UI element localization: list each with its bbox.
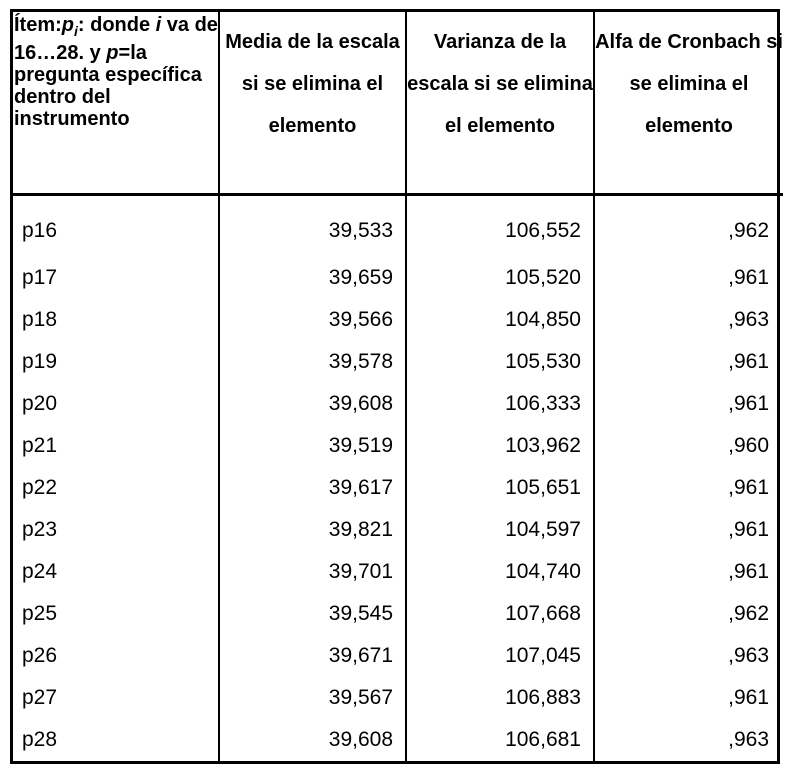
header-item-symbol-i: i	[155, 14, 162, 36]
item-cell: p18	[13, 299, 219, 341]
media-cell: 39,659	[219, 257, 406, 299]
header-item-text-1: Ítem:	[14, 14, 62, 36]
header-media-column: Media de la escala si se elimina el elemento	[219, 12, 406, 195]
alfa-cell: ,960	[728, 434, 769, 457]
varianza-cell: 105,520	[406, 257, 594, 299]
item-cell: p24	[13, 551, 219, 593]
header-item-text-4: =la pregunta específica dentro del instrumento	[14, 42, 202, 130]
varianza-cell: 107,045	[406, 635, 594, 677]
alfa-cell: ,961	[728, 392, 769, 415]
media-cell: 39,578	[219, 341, 406, 383]
header-item-text-3: va de 16…28. y	[14, 14, 218, 64]
alfa-cell: ,961	[728, 266, 769, 289]
table-row	[13, 195, 783, 258]
item-cell: p25	[13, 593, 219, 635]
alfa-cell: ,961	[728, 560, 769, 583]
varianza-cell: 106,883	[406, 677, 594, 719]
media-cell: 39,545	[219, 593, 406, 635]
media-cell: 39,608	[219, 719, 406, 761]
header-item-symbol-i-sub: i	[74, 23, 78, 39]
table-row	[13, 593, 783, 635]
table-row	[13, 383, 783, 425]
varianza-cell: 106,333	[406, 383, 594, 425]
alfa-cell: ,963	[728, 644, 769, 667]
item-cell: p27	[13, 677, 219, 719]
alfa-cell: ,961	[728, 476, 769, 499]
alfa-cell: ,961	[728, 686, 769, 709]
table-row	[13, 257, 783, 299]
alfa-cell: ,963	[728, 728, 769, 751]
item-cell: p17	[13, 257, 219, 299]
table-row	[13, 425, 783, 467]
header-item-symbol-p: p	[61, 14, 75, 36]
header-item-symbol-p2: p	[106, 42, 119, 64]
varianza-cell: 104,850	[406, 299, 594, 341]
header-item-text-2: : donde	[77, 14, 156, 36]
table-row	[13, 299, 783, 341]
item-cell: p22	[13, 467, 219, 509]
item-cell: p21	[13, 425, 219, 467]
table-row	[13, 635, 783, 677]
header-item-column	[13, 12, 219, 195]
media-cell: 39,821	[219, 509, 406, 551]
header-varianza-column: Varianza de la escala si se elimina el elemento	[406, 12, 594, 195]
alfa-cell: ,961	[728, 350, 769, 373]
table-row	[13, 341, 783, 383]
table-body	[13, 195, 783, 762]
media-cell: 39,566	[219, 299, 406, 341]
varianza-cell: 103,962	[406, 425, 594, 467]
media-cell: 39,608	[219, 383, 406, 425]
statistics-table-frame	[10, 9, 783, 764]
item-cell: p20	[13, 383, 219, 425]
varianza-cell: 104,740	[406, 551, 594, 593]
alfa-cell: ,963	[728, 308, 769, 331]
media-cell: 39,519	[219, 425, 406, 467]
media-cell: 39,617	[219, 467, 406, 509]
header-alfa-column: Alfa de Cronbach si se elimina el elemento	[594, 12, 783, 195]
item-cell: p23	[13, 509, 219, 551]
item-cell: p19	[13, 341, 219, 383]
alfa-cell: ,962	[728, 602, 769, 625]
varianza-cell: 106,552	[406, 195, 594, 258]
table-row	[13, 677, 783, 719]
item-total-statistics-table	[13, 12, 783, 761]
media-cell: 39,671	[219, 635, 406, 677]
table-header-row	[13, 12, 783, 195]
media-cell: 39,701	[219, 551, 406, 593]
varianza-cell: 105,651	[406, 467, 594, 509]
alfa-cell: ,962	[728, 218, 769, 242]
varianza-cell: 104,597	[406, 509, 594, 551]
media-cell: 39,567	[219, 677, 406, 719]
media-cell: 39,533	[219, 195, 406, 258]
varianza-cell: 106,681	[406, 719, 594, 761]
item-cell: p26	[13, 635, 219, 677]
table-row	[13, 509, 783, 551]
varianza-cell: 107,668	[406, 593, 594, 635]
table-row	[13, 467, 783, 509]
varianza-cell: 105,530	[406, 341, 594, 383]
item-cell: p28	[13, 719, 219, 761]
table-row	[13, 551, 783, 593]
alfa-cell: ,961	[728, 518, 769, 541]
item-cell: p16	[13, 195, 219, 258]
table-row	[13, 719, 783, 761]
